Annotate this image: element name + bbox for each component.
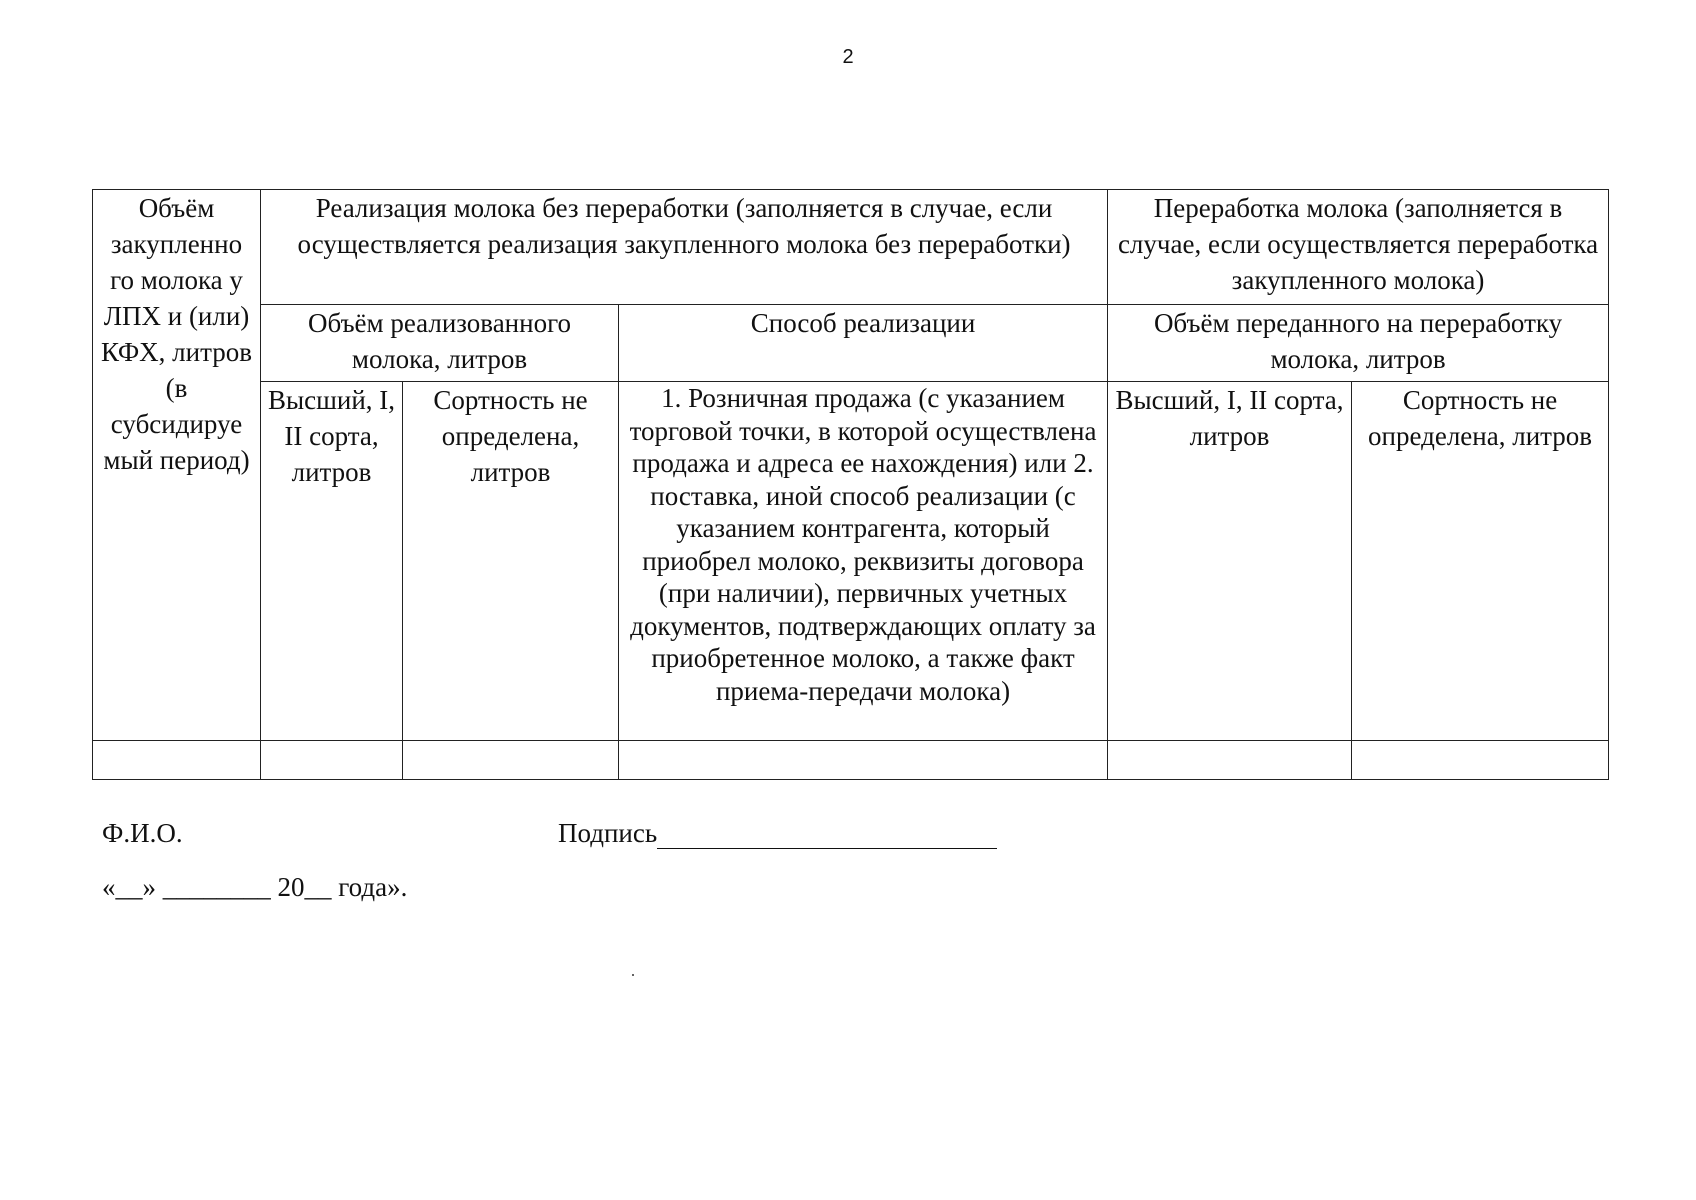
cell-empty[interactable]: [403, 741, 619, 780]
signature-label: Подпись: [558, 818, 658, 848]
header-processing: Переработка молока (заполняется в случае, если осуществляется переработка закупленного молока): [1108, 190, 1609, 305]
header-sold-top-grade: Высший, I, II сорта, литров: [261, 382, 403, 741]
header-processed-grade-undefined: Сортность не определена, литров: [1352, 382, 1609, 741]
header-sale-method: Способ реализации: [619, 305, 1108, 382]
cell-empty[interactable]: [261, 741, 403, 780]
header-volume-purchased: Объём закупленно го молока у ЛПХ и (или) КФХ, литров (в субсидируе мый период): [93, 190, 261, 741]
cell-empty[interactable]: [1352, 741, 1609, 780]
cell-empty[interactable]: [619, 741, 1108, 780]
header-volume-sold: Объём реализованного молока, литров: [261, 305, 619, 382]
header-sale-without-processing: Реализация молока без переработки (заполняется в случае, если осуществляется реализация закупленного молока без переработки): [261, 190, 1108, 305]
report-table: [92, 189, 1609, 780]
table-row-empty: [93, 741, 1609, 780]
header-processed-top-grade: Высший, I, II сорта, литров: [1108, 382, 1352, 741]
signature-line[interactable]: [657, 818, 997, 849]
page-number: 2: [842, 46, 854, 68]
date-line: «__» ________ 20__ года».: [102, 872, 408, 902]
signature-block: [558, 818, 997, 849]
header-sold-grade-undefined: Сортность не определена, литров: [403, 382, 619, 741]
fio-label: Ф.И.О.: [102, 818, 183, 848]
cell-empty[interactable]: [93, 741, 261, 780]
scan-dot: [632, 974, 634, 976]
cell-empty[interactable]: [1108, 741, 1352, 780]
header-sale-method-description: 1. Розничная продажа (с указанием торговой точки, в которой осуществлена продажа и адреса ее нахождения) или 2. поставка, иной способ реализации (с указанием контрагента, который приобрел молоко, реквизиты договора (при наличии), первичных учетных документов, подтверждающих оплату за приобретенное молоко, а также факт приема-передачи молока): [619, 382, 1108, 741]
header-volume-transferred: Объём переданного на переработку молока, литров: [1108, 305, 1609, 382]
